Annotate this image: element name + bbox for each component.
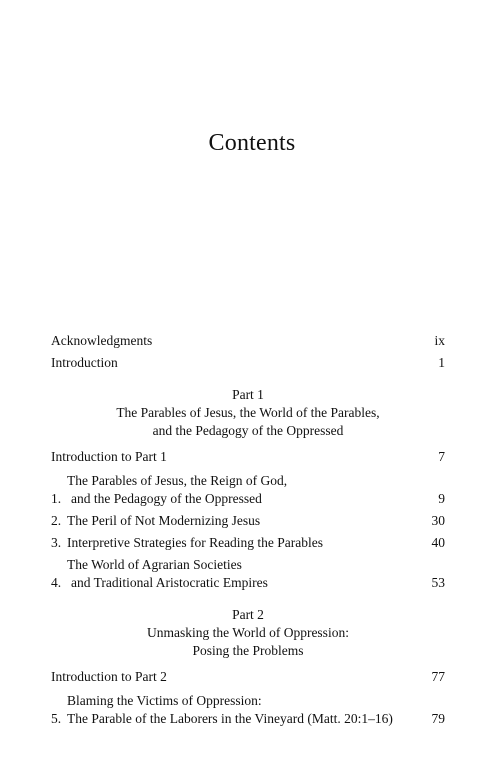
table-of-contents (51, 332, 445, 728)
toc-entry-label: Acknowledgments (51, 333, 153, 348)
toc-entry-page: ix (434, 333, 445, 348)
chapter-page: 53 (431, 575, 445, 590)
toc-entry-label: Introduction (51, 355, 118, 370)
part-title-line: and the Pedagogy of the Oppressed (152, 423, 344, 438)
toc-entry-part2-intro[interactable] (51, 668, 445, 686)
part-2-header (51, 606, 445, 660)
chapter-title-line: and the Pedagogy of the Oppressed (71, 491, 262, 506)
toc-chapter-1[interactable] (51, 472, 445, 508)
toc-entry-part1-intro[interactable] (51, 448, 445, 466)
chapter-number: 4. (51, 575, 62, 590)
toc-entry-label: Introduction to Part 1 (51, 449, 167, 464)
toc-chapter-4[interactable] (51, 556, 445, 592)
toc-entry-introduction[interactable] (51, 354, 445, 372)
chapter-title-line: Interpretive Strategies for Reading the Parables (67, 535, 324, 550)
chapter-title-line: The World of Agrarian Societies (67, 557, 242, 572)
part-title-line: Unmasking the World of Oppression: (147, 625, 349, 640)
page-title: Contents (208, 130, 296, 156)
toc-entry-page: 1 (438, 355, 445, 370)
chapter-title-line: The Parable of the Laborers in the Vineyard (Matt. 20:1–16) (67, 711, 393, 726)
toc-chapter-3[interactable] (51, 534, 445, 552)
toc-chapter-2[interactable] (51, 512, 445, 530)
chapter-title-line: Blaming the Victims of Oppression: (67, 693, 262, 708)
chapter-page: 30 (431, 513, 445, 528)
chapter-title-line: and Traditional Aristocratic Empires (71, 575, 268, 590)
chapter-number: 5. (51, 711, 62, 726)
chapter-title-line: The Peril of Not Modernizing Jesus (67, 513, 261, 528)
part-heading: Part 1 (232, 387, 264, 402)
chapter-page: 9 (438, 491, 445, 506)
chapter-number: 1. (51, 491, 62, 506)
chapter-page: 79 (431, 711, 445, 726)
chapter-number: 3. (51, 535, 62, 550)
toc-chapter-5[interactable] (51, 692, 445, 728)
part-title-line: Posing the Problems (192, 643, 304, 658)
part-heading: Part 2 (232, 607, 264, 622)
part-title-line: The Parables of Jesus, the World of the Parables, (116, 405, 380, 420)
chapter-title-line: The Parables of Jesus, the Reign of God, (67, 473, 288, 488)
chapter-page: 40 (431, 535, 445, 550)
part-1-header (51, 386, 445, 440)
toc-entry-acknowledgments[interactable] (51, 332, 445, 350)
toc-entry-page: 77 (431, 669, 445, 684)
toc-entry-label: Introduction to Part 2 (51, 669, 167, 684)
chapter-number: 2. (51, 513, 62, 528)
toc-entry-page: 7 (438, 449, 445, 464)
